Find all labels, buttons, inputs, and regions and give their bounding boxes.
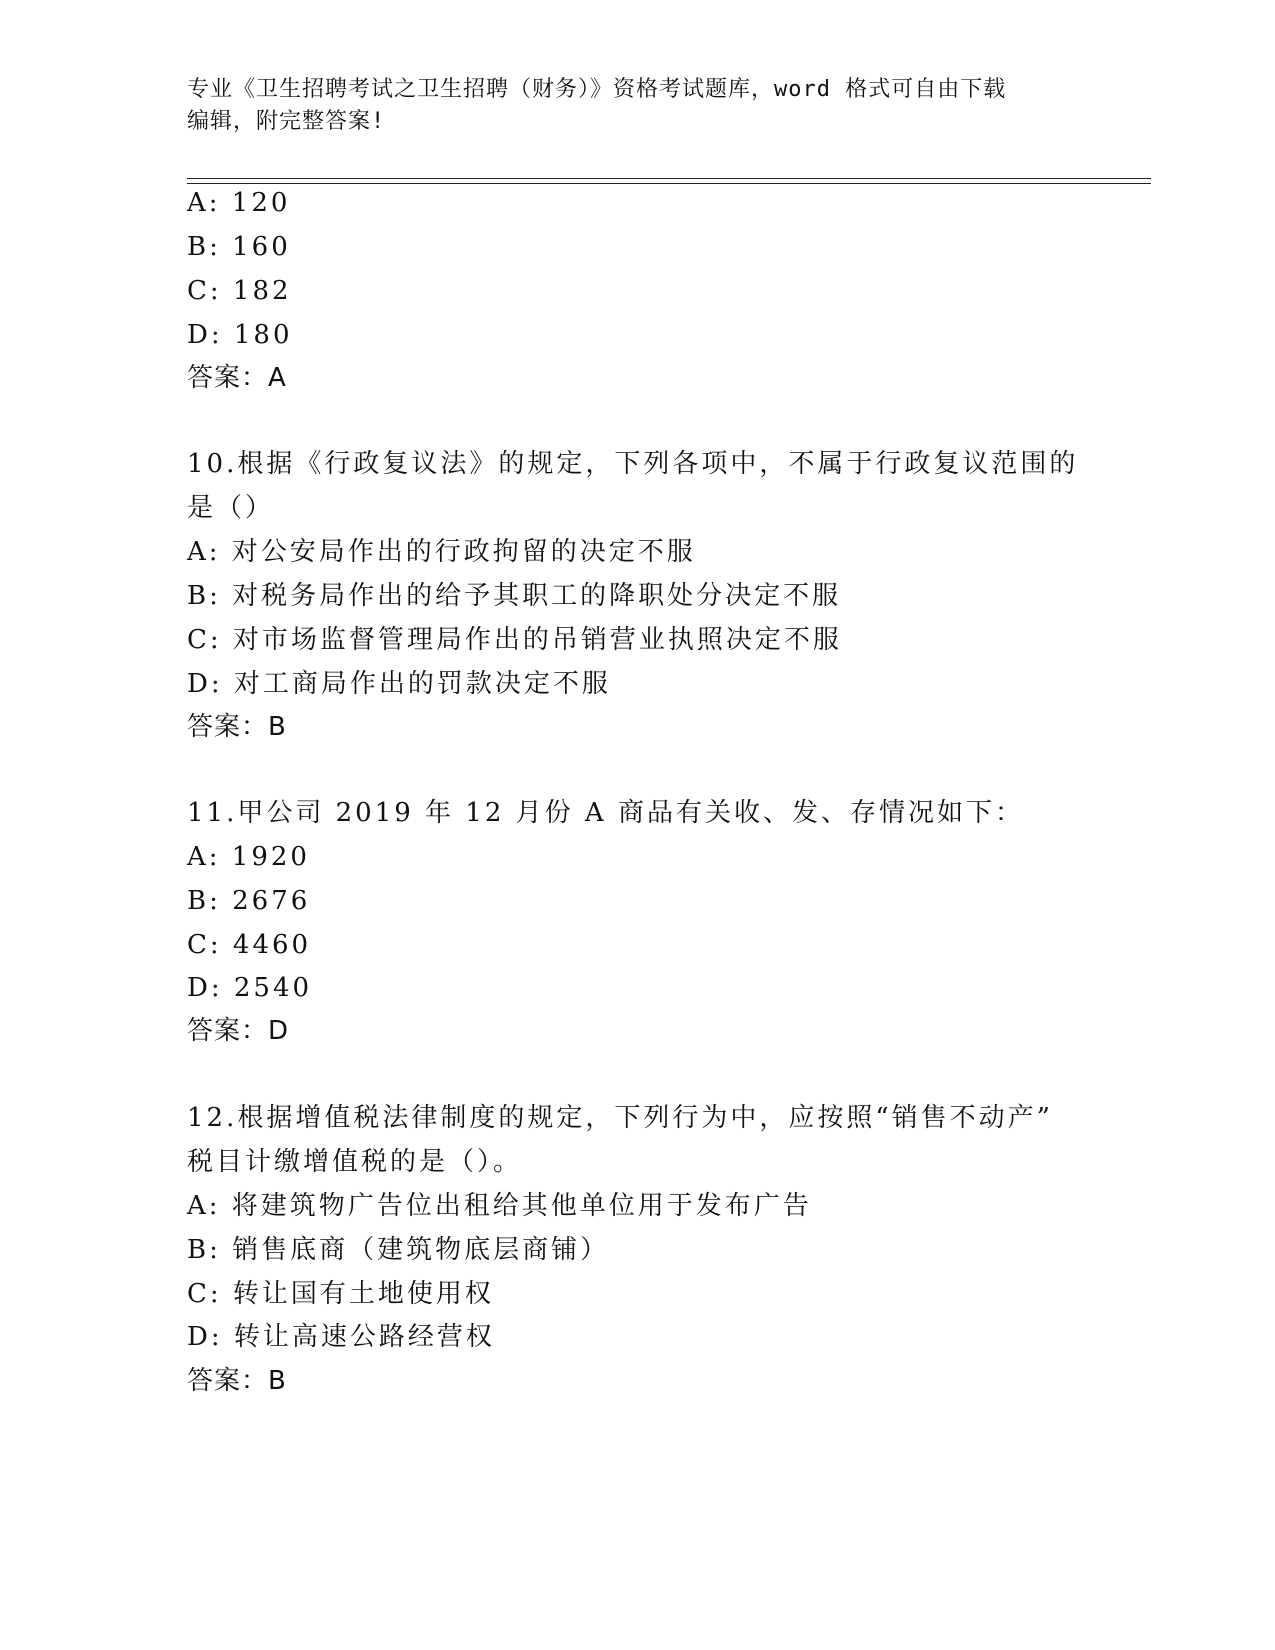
q9-option-d: D: 180 <box>187 320 293 350</box>
q10-option-b: B: 对税务局作出的给予其职工的降职处分决定不服 <box>187 581 842 611</box>
q10-option-c: C: 对市场监督管理局作出的吊销营业执照决定不服 <box>187 625 842 655</box>
q10-option-a: A: 对公安局作出的行政拘留的决定不服 <box>187 537 696 567</box>
q9-option-a: A: 120 <box>187 188 291 218</box>
q12-answer: 答案：B <box>187 1366 287 1396</box>
q11-option-a: A: 1920 <box>187 842 310 872</box>
q12-option-d: D: 转让高速公路经营权 <box>187 1322 495 1352</box>
q11-option-d: D: 2540 <box>187 973 313 1003</box>
q9-option-c: C: 182 <box>187 276 292 306</box>
q10-option-d: D: 对工商局作出的罚款决定不服 <box>187 669 611 699</box>
q12-option-a: A: 将建筑物广告位出租给其他单位用于发布广告 <box>187 1191 812 1221</box>
header-divider-second <box>187 183 1151 184</box>
page-header <box>187 74 1087 138</box>
q10-answer: 答案：B <box>187 712 287 742</box>
q11-answer: 答案：D <box>187 1016 290 1046</box>
q12-option-b: B: 销售底商（建筑物底层商铺） <box>187 1235 610 1265</box>
header-line-2: 编辑，附完整答案! <box>187 109 386 134</box>
q12-option-c: C: 转让国有土地使用权 <box>187 1279 494 1309</box>
q12-stem-line-1: 12.根据增值税法律制度的规定，下列行为中，应按照“销售不动产” <box>187 1103 1053 1133</box>
header-divider <box>187 178 1151 179</box>
q10-stem-line-2: 是（） <box>187 493 275 523</box>
q11-stem-line-1: 11.甲公司 2019 年 12 月份 A 商品有关收、发、存情况如下： <box>187 798 1024 828</box>
header-line-1: 专业《卫生招聘考试之卫生招聘（财务）》资格考试题库，word 格式可自由下载 <box>187 77 1007 102</box>
q9-answer: 答案：A <box>187 363 287 393</box>
q10-stem-line-1: 10.根据《行政复议法》的规定，下列各项中，不属于行政复议范围的 <box>187 449 1079 479</box>
q11-option-b: B: 2676 <box>187 886 311 916</box>
q11-option-c: C: 4460 <box>187 930 312 960</box>
q12-stem-line-2: 税目计缴增值税的是（）。 <box>187 1147 523 1177</box>
q9-option-b: B: 160 <box>187 232 291 262</box>
